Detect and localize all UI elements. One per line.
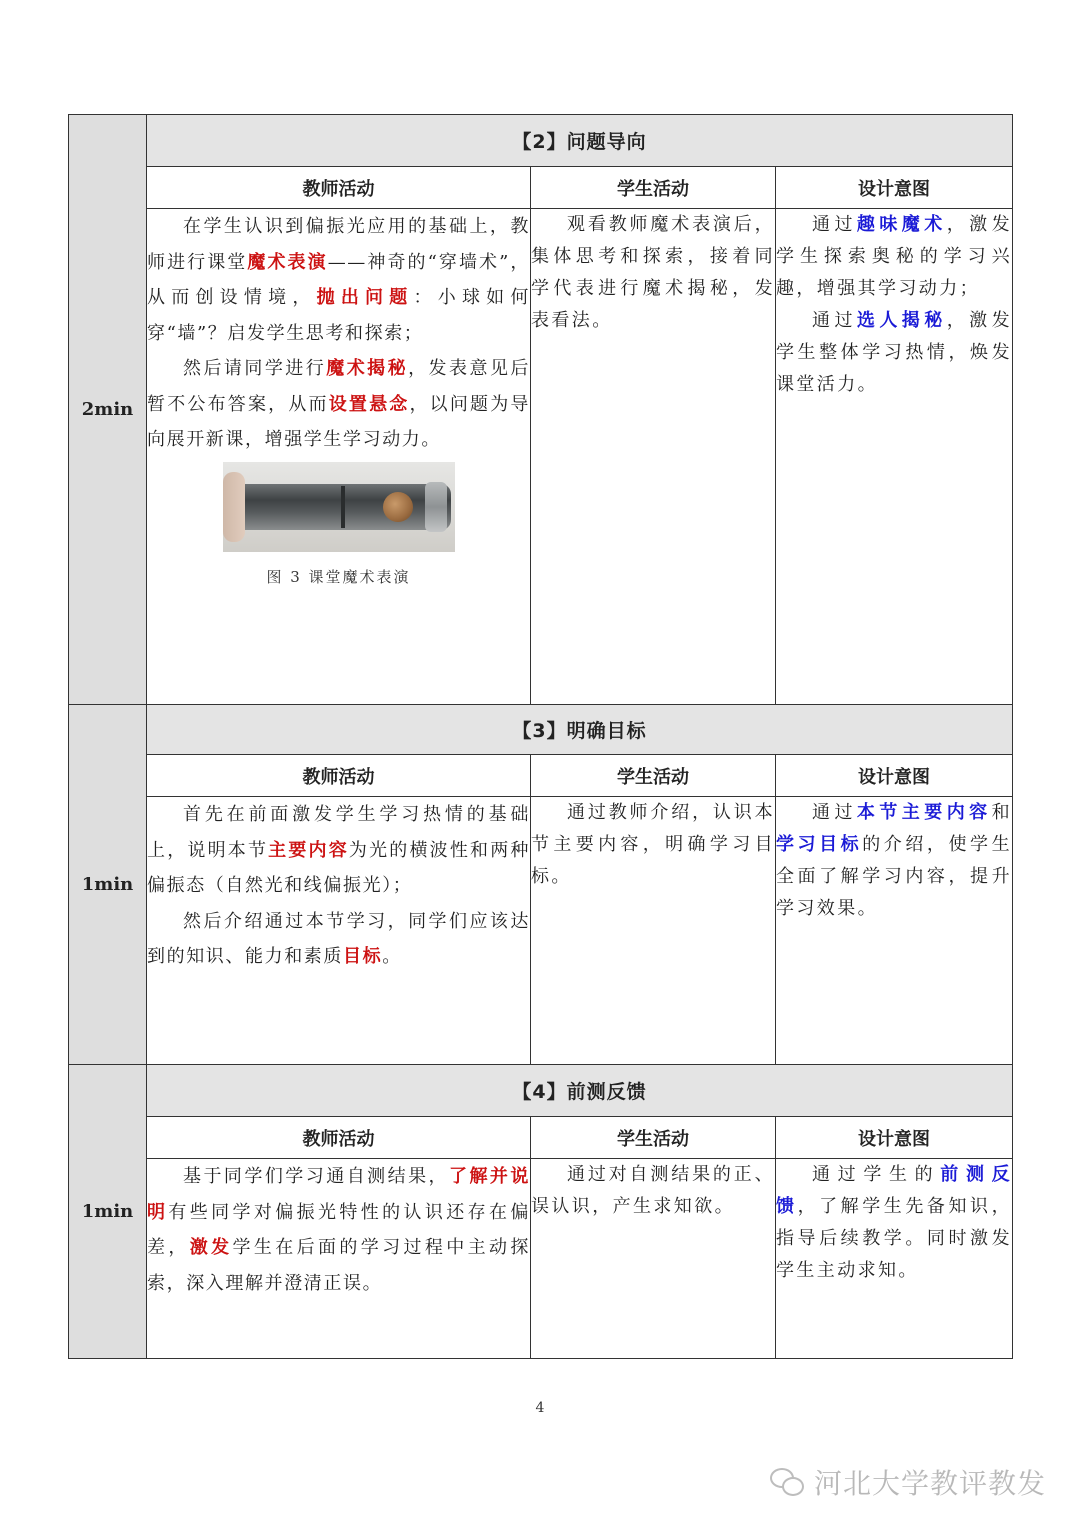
- header-student-activity: 学生活动: [531, 1117, 776, 1159]
- header-teacher-activity: 教师活动: [147, 167, 531, 209]
- time-cell: 1min: [69, 1065, 147, 1359]
- wechat-icon: [770, 1468, 804, 1496]
- student-activity-cell: [531, 209, 776, 705]
- paragraph: 通过本节主要内容和学习目标的介绍，使学生全面了解学习内容，提升学习效果。: [776, 802, 1012, 919]
- paragraph: 通过选人揭秘，激发学生整体学习热情，焕发课堂活力。: [776, 310, 1012, 395]
- time-cell: 2min: [69, 115, 147, 705]
- watermark: [770, 1462, 1046, 1502]
- paragraph: 在学生认识到偏振光应用的基础上，教师进行课堂魔术表演——神奇的“穿墙术”，从而创设情境，抛出问题：小球如何穿“墙”？启发学生思考和探索；: [147, 216, 531, 344]
- watermark-text: 河北大学教评教发: [813, 1467, 1046, 1500]
- paragraph: 通过趣味魔术，激发学生探索奥秘的学习兴趣，增强其学习动力；: [776, 214, 1012, 299]
- student-activity-cell: [531, 1159, 776, 1359]
- header-teacher-activity: 教师活动: [147, 1117, 531, 1159]
- header-design-intent: 设计意图: [776, 755, 1013, 797]
- design-intent-cell: [776, 797, 1013, 1065]
- header-teacher-activity: 教师活动: [147, 755, 531, 797]
- lesson-plan-sheet: [68, 114, 1012, 1359]
- figure: [147, 462, 530, 587]
- header-student-activity: 学生活动: [531, 755, 776, 797]
- section-title: 【4】前测反馈: [147, 1065, 1013, 1117]
- paragraph: 通过学生的前测反馈，了解学生先备知识，指导后续教学。同时激发学生主动求知。: [776, 1164, 1013, 1281]
- paragraph: 观看教师魔术表演后，集体思考和探索，接着同学代表进行魔术揭秘，发表看法。: [531, 214, 775, 331]
- paragraph: 通过对自测结果的正、误认识，产生求知欲。: [531, 1164, 775, 1217]
- time-cell: 1min: [69, 705, 147, 1065]
- design-intent-cell: [776, 1159, 1013, 1359]
- paragraph: 首先在前面激发学生学习热情的基础上，说明本节主要内容为光的横波性和两种偏振态（自然光和线偏振光）；: [147, 804, 531, 896]
- student-activity-cell: [531, 797, 776, 1065]
- header-design-intent: 设计意图: [776, 167, 1013, 209]
- paragraph: 基于同学们学习通自测结果，了解并说明有些同学对偏振光特性的认识还存在偏差，激发学生在后面的学习过程中主动探索，深入理解并澄清正误。: [147, 1166, 531, 1294]
- teacher-activity-cell: [147, 209, 531, 705]
- header-design-intent: 设计意图: [776, 1117, 1013, 1159]
- design-intent-cell: [776, 209, 1013, 705]
- section-title: 【2】问题导向: [147, 115, 1013, 167]
- teacher-activity-cell: [147, 1159, 531, 1359]
- paragraph: 通过教师介绍，认识本节主要内容，明确学习目标。: [531, 802, 775, 887]
- paragraph: 然后介绍通过本节学习，同学们应该达到的知识、能力和素质目标。: [147, 910, 530, 967]
- figure-caption: 图 3 课堂魔术表演: [266, 567, 411, 586]
- magic-tube-photo: [223, 462, 455, 552]
- paragraph: 然后请同学进行魔术揭秘，发表意见后暂不公布答案，从而设置悬念，以问题为导向展开新课，增强学生学习动力。: [147, 358, 531, 450]
- page-number: 4: [535, 1400, 545, 1416]
- header-student-activity: 学生活动: [531, 167, 776, 209]
- section-title: 【3】明确目标: [147, 705, 1013, 755]
- lesson-plan-table: [68, 114, 1013, 1359]
- teacher-activity-cell: [147, 797, 531, 1065]
